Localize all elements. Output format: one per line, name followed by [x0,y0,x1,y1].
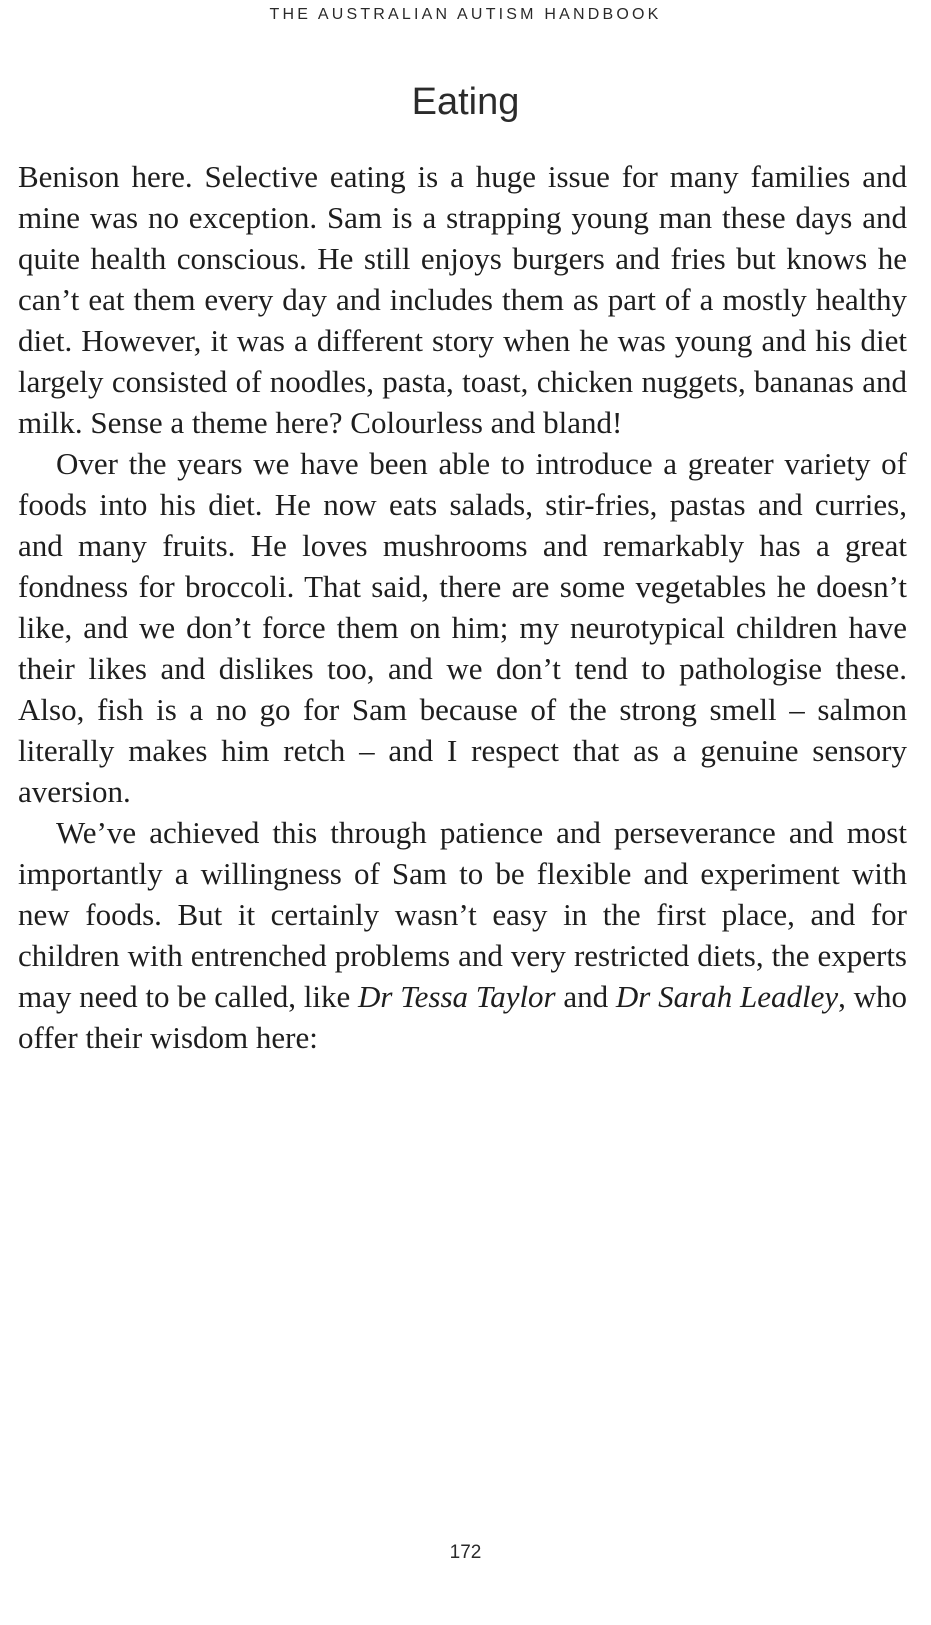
body-text [18,156,907,1058]
running-head: THE AUSTRALIAN AUTISM HANDBOOK [269,6,662,23]
paragraph-3-text-after: , who offer their wisdom here: [18,979,907,1055]
paragraph-3-text-before: We’ve achieved this through patience and perseverance and most importantly a willingness of Sam to be flexible and experiment with new foods. But it certainly wasn’t easy in the first place, and for children with entrenched problems and very restricted diets, the experts may need to be called, like [18,815,907,1014]
expert-name-tessa-taylor: Dr Tessa Taylor [358,979,556,1014]
paragraph-2: Over the years we have been able to introduce a greater variety of foods into his diet. He now eats salads, stir-fries, pastas and curries, and many fruits. He loves mushrooms and remarkably has a great fondness for broccoli. That said, there are some vegetables he doesn’t like, and we don’t force them on him; my neurotypical children have their likes and dislikes too, and we don’t tend to pathologise these. Also, fish is a no go for Sam because of the strong smell – salmon literally makes him retch – and I respect that as a genuine sensory aversion. [18,446,907,809]
page-number: 172 [449,1542,482,1563]
paragraph-3 [18,812,907,1058]
paragraph-1: Benison here. Selective eating is a huge issue for many families and mine was no exception. Sam is a strapping young man these days and quite health conscious. He still enjoys burgers and fries but knows he can’t eat them every day and includes them as part of a mostly healthy diet. However, it was a different story when he was young and his diet largely consisted of noodles, pasta, toast, chicken nuggets, bananas and milk. Sense a theme here? Colourless and bland! [18,159,907,440]
chapter-title: Eating [411,81,520,123]
expert-name-sarah-leadley: Dr Sarah Leadley [615,979,839,1014]
paragraph-3-text-middle: and [555,979,616,1014]
